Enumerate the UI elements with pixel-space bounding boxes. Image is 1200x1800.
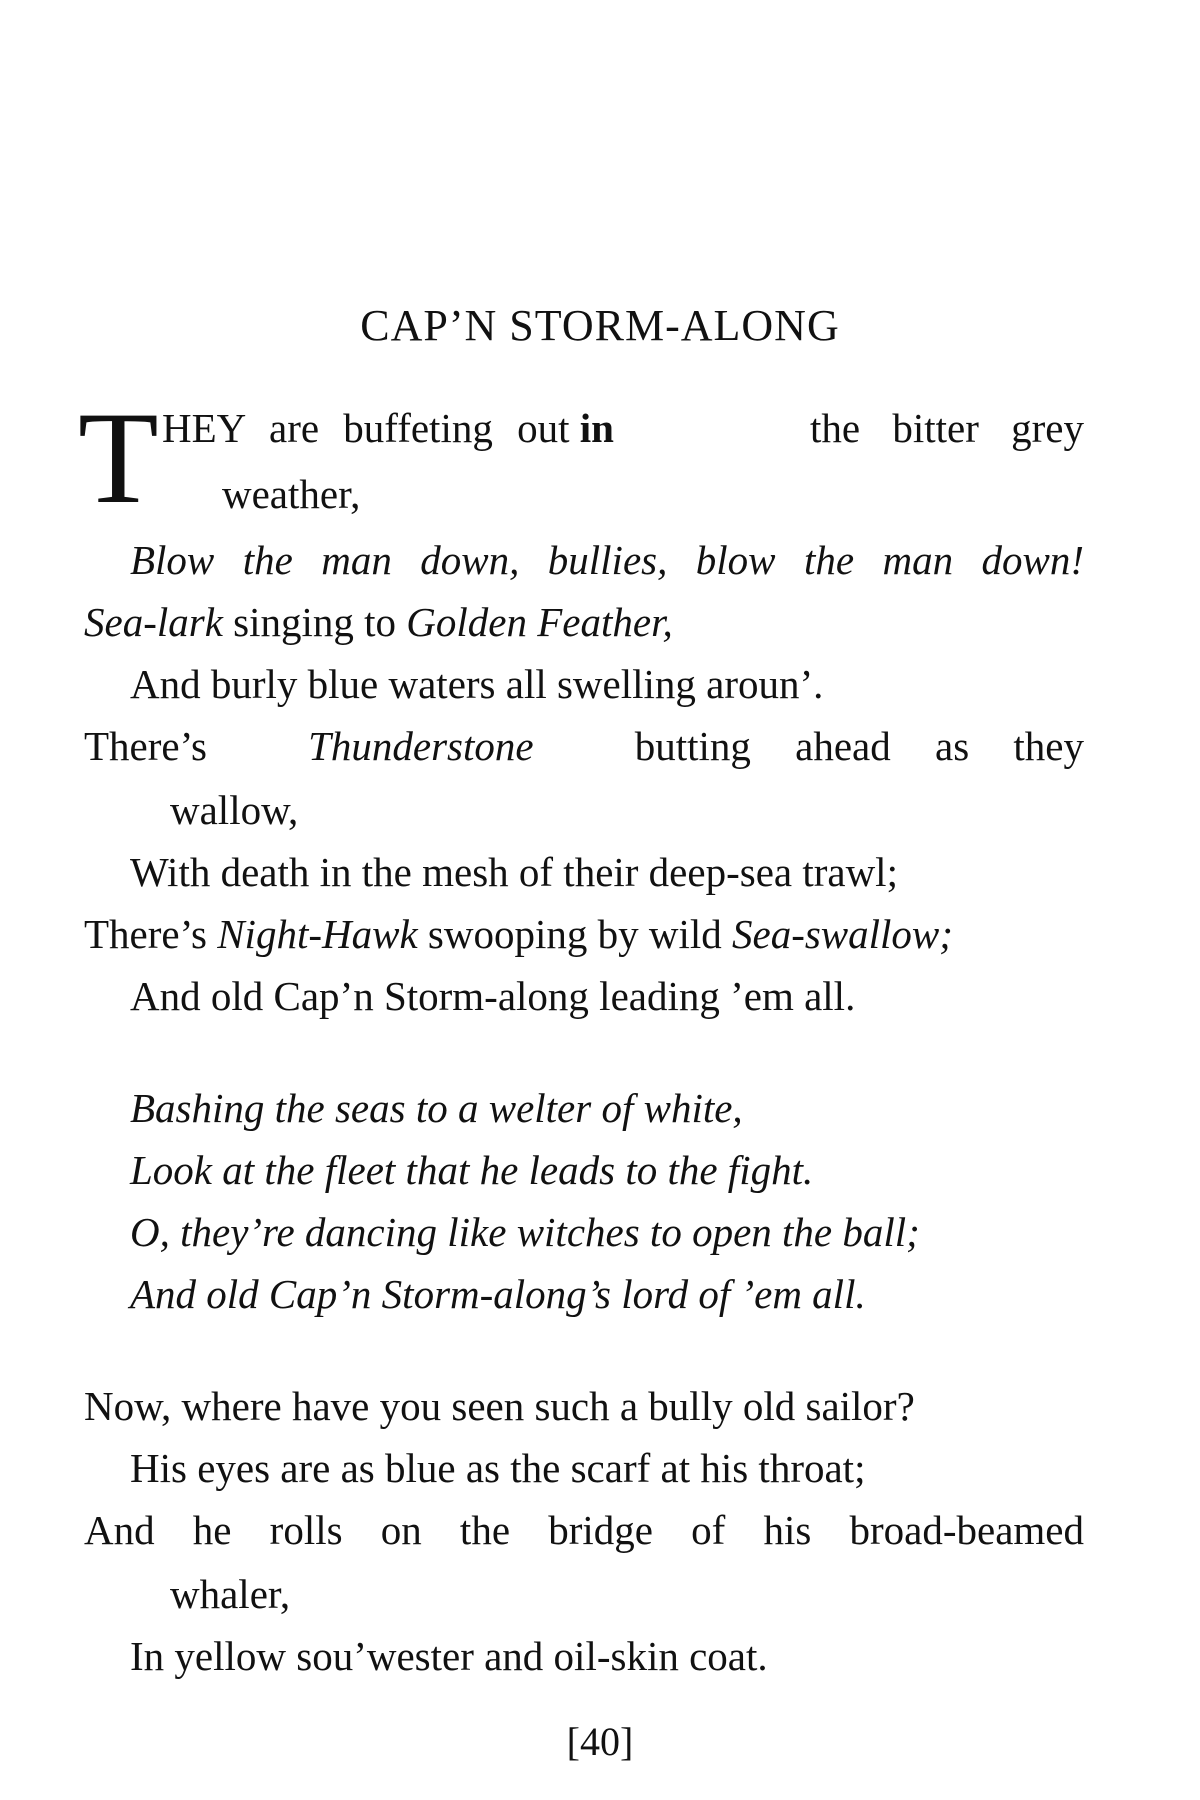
stanza1-line8: And old Cap’n Storm-along leading ’em all. [130,973,856,1019]
stanza1-line2: Blow the man down, bullies, blow the man down! [130,537,1084,583]
stanza1-line5-text: butting ahead as they [634,723,1084,769]
stanza1-line1-in: in [579,405,614,451]
chorus-line1: Bashing the seas to a welter of white, [130,1085,743,1131]
stanza1-line4: And burly blue waters all swelling aroun’. [130,661,824,707]
stanza2-line3-cont: whaler, [170,1571,291,1617]
stanza2-line2: His eyes are as blue as the scarf at his throat; [130,1445,866,1491]
stanza1-line3 [84,599,673,645]
ship-name-sea-lark: Sea-lark [84,599,223,645]
stanza2-line4: In yellow sou’wester and oil-skin coat. [130,1633,768,1679]
stanza1-line1-cont: weather, [222,471,361,517]
stanza2-line3: And he rolls on the bridge of his broad-beamed [84,1507,1084,1553]
stanza1-line1-end: the bitter grey [810,405,1084,451]
chorus-line4: And old Cap’n Storm-along’s lord of ’em all. [130,1271,866,1317]
stanza1-line5 [84,723,1084,769]
stanza1-line7 [84,911,953,957]
stanza1-line7-there: There’s [84,911,218,957]
drop-cap: T [78,384,159,531]
chorus-line3: O, they’re dancing like witches to open the ball; [130,1209,920,1255]
stanza1-line6: With death in the mesh of their deep-sea trawl; [130,849,898,895]
stanza1-line7-text: swooping by wild [417,911,732,957]
ship-name-thunderstone: Thunderstone [308,723,534,769]
ship-name-night-hawk: Night-Hawk [217,911,418,957]
page-number: [40] [566,1719,634,1764]
chorus-line2: Look at the fleet that he leads to the fight. [130,1147,814,1193]
stanza2-line1: Now, where have you seen such a bully old sailor? [84,1383,915,1429]
stanza1-line1 [162,405,1084,451]
poem-title: CAP’N STORM-ALONG [360,301,840,350]
stanza1-line3-text: singing to [222,599,407,645]
stanza1-line5-there: There’s [84,723,207,769]
stanza1-line1-start: HEY are buffeting out in [162,405,614,451]
ship-name-golden-feather: Golden Feather, [406,599,673,645]
stanza1-line5-cont: wallow, [170,787,299,833]
ship-name-sea-swallow: Sea-swallow; [732,911,953,957]
